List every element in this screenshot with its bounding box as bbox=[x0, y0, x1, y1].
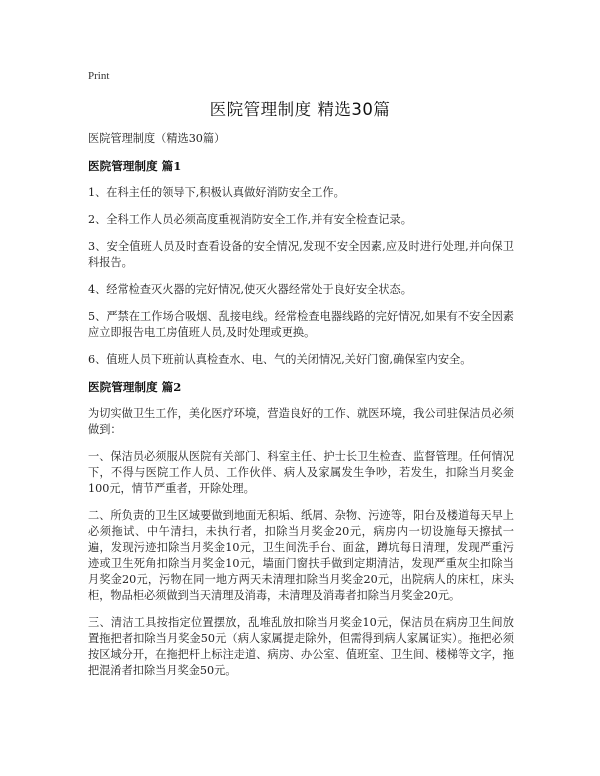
section-1-paragraph: 2、全科工作人员必须高度重视消防安全工作,并有安全检查记录。 bbox=[88, 213, 412, 226]
section-heading-1: 医院管理制度 篇1 bbox=[88, 159, 182, 173]
document-title: 医院管理制度 精选30篇 bbox=[209, 100, 391, 119]
section-2-paragraph: 一、保洁员必须服从医院有关部门、科室主任、护士长卫生检查、监督管理。任何情况下，不得与医院工作人员、工作伙伴、病人及家属发生争吵，若发生，扣除当月奖金100元，情节严重者，开除处理。 bbox=[88, 450, 514, 495]
print-link[interactable]: Print bbox=[88, 70, 110, 82]
section-2-paragraph: 二、所负责的卫生区域要做到地面无积垢、纸屑、杂物、污迹等，阳台及楼道每天早上必须拖试、中午清扫，未执行者，扣除当月奖金20元，病房内一切设施每天擦拭一遍，发现污迹扣除当月奖金10元，卫生间洗手台、面盆，蹲坑每日清理，发现严重污迹或卫生死角扣除当月奖金10元，墙面门窗扶手做到定期清洁，发现严重灰尘扣除当月奖金20元，污物在同一地方两天未清理扣除当月奖金20元，出院病人的床杠，床头柜，物品柜必须做到当天清理及消毒，未清理及消毒者扣除当月奖金20元。 bbox=[88, 509, 514, 602]
section-2-paragraph: 为切实做卫生工作，美化医疗环境，营造良好的工作、就医环境，我公司驻保洁员必须做到： bbox=[88, 407, 514, 436]
section-1-paragraph: 1、在科主任的领导下,积极认真做好消防安全工作。 bbox=[88, 186, 345, 199]
section-1-paragraph: 6、值班人员下班前认真检查水、电、气的关闭情况,关好门窗,确保室内安全。 bbox=[88, 353, 472, 366]
document-subtitle: 医院管理制度（精选30篇） bbox=[88, 132, 226, 145]
document-body bbox=[88, 131, 514, 690]
section-1-paragraph: 4、经常检查灭火器的完好情况,使灭火器经常处于良好安全状态。 bbox=[88, 283, 412, 296]
section-1-paragraph: 3、安全值班人员及时查看设备的安全情况,发现不安全因素,应及时进行处理,并向保卫科报告。 bbox=[88, 240, 514, 269]
section-heading-2: 医院管理制度 篇2 bbox=[88, 380, 182, 394]
section-2-paragraph: 三、清洁工具按指定位置摆放，乱堆乱放扣除当月奖金10元，保洁员在病房卫生间放置拖把者扣除当月奖金50元（病人家属提走除外，但需得到病人家属证实）。拖把必须按区域分开，在拖把杆上标注走道、病房、办公室、值班室、卫生间、楼梯等文字，拖把混淆者扣除当月奖金50元。 bbox=[88, 616, 514, 677]
section-1-paragraph: 5、严禁在工作场合吸烟、乱接电线。经常检查电器线路的完好情况,如果有不安全因素应立即报告电工房值班人员,及时处理或更换。 bbox=[88, 310, 514, 339]
